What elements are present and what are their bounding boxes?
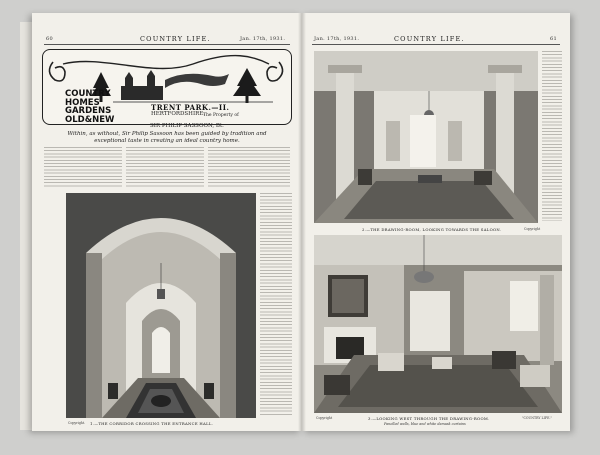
right-date: Jan. 17th, 1931.: [314, 36, 360, 42]
body-text-column-1: [44, 147, 122, 187]
looking-west-caption: 3.—LOOKING WEST THROUGH THE DRAWING-ROOM.: [368, 416, 490, 421]
corridor-photo-caption: 1.—THE CORRIDOR CROSSING THE ENTRANCE HALL.: [90, 421, 214, 426]
book-gutter: [298, 13, 306, 431]
property-of-label: The Property of: [203, 113, 239, 118]
country-homes-banner: [42, 49, 292, 125]
article-county: HERTFORDSHIRE.: [151, 111, 206, 117]
right-running-head: COUNTRY LIFE.: [394, 35, 465, 43]
article-title: TRENT PARK.—II.: [151, 103, 230, 112]
header-rule: [44, 44, 290, 45]
corridor-photo-credit: Copyright.: [68, 421, 86, 425]
body-text-column-3: [208, 147, 290, 187]
right-header-rule: [312, 44, 560, 45]
left-page: [32, 13, 302, 431]
banner-title: COUNTRY HOMES GARDENS OLD&NEW: [65, 89, 115, 125]
drawing-room-photo: [314, 51, 538, 223]
drawing-room-photo-image: [314, 51, 538, 223]
intro-text: Within, as without, Sir Philip Sassoon has been guided by tradition and exceptional taste in creating an ideal country home.: [67, 131, 267, 144]
looking-west-subcaption: Panelled walls, blue and white damask curtains: [384, 422, 466, 426]
right-page: [302, 13, 570, 431]
right-body-text-column: [542, 51, 562, 221]
drawing-room-credit: Copyright: [524, 227, 541, 231]
left-date: Jan. 17th, 1931.: [240, 36, 286, 42]
corridor-photo-image: [66, 193, 256, 418]
corridor-photo: [66, 193, 256, 418]
looking-west-photo: [314, 235, 562, 413]
looking-west-credit: Copyright: [316, 416, 333, 420]
right-page-number: 61: [550, 36, 557, 42]
left-running-head: COUNTRY LIFE.: [140, 35, 211, 43]
body-text-column-2: [126, 147, 204, 187]
looking-west-photo-image: [314, 235, 562, 413]
looking-west-credit-right: "COUNTRY LIFE.": [522, 416, 552, 420]
left-page-number: 60: [46, 36, 53, 42]
body-text-column-4: [260, 193, 292, 415]
owner-name: SIR PHILIP SASSOON, Bt.: [150, 123, 224, 129]
drawing-room-caption: 2.—THE DRAWING-ROOM, LOOKING TOWARDS THE SALOON.: [362, 227, 502, 232]
